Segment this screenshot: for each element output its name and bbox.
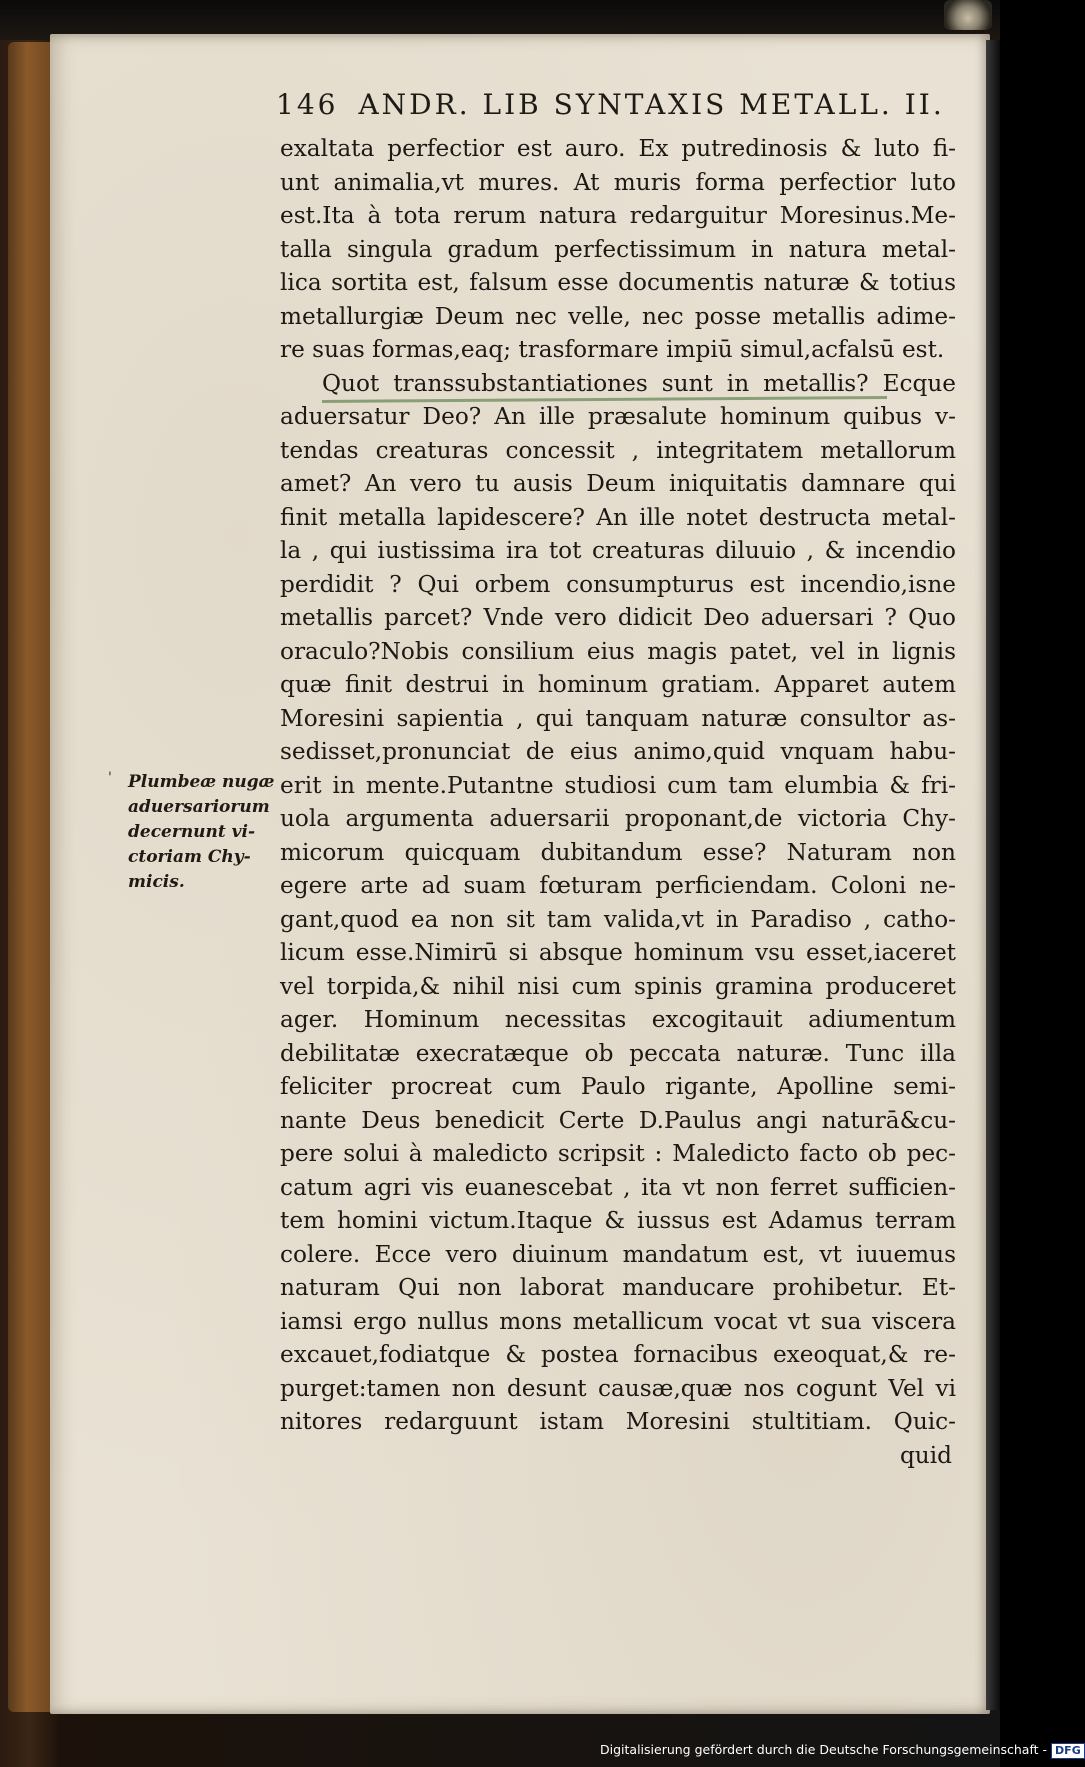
text-line: erit in mente.Putantne studiosi cum tam elumbia & fri- [280, 771, 956, 799]
marginal-note [128, 770, 276, 895]
text-line: nitores redarguunt istam Moresini stultitiam. Quic- [280, 1408, 956, 1435]
marginal-note-line: aduersariorum [128, 797, 270, 817]
text-line: Moresini sapientia , qui tanquam naturæ consultor as- [280, 704, 956, 732]
text-line: egere arte ad suam fœturam perficiendam. Coloni ne- [280, 872, 956, 899]
marginal-note-line: ctoriam Chy- [128, 847, 251, 867]
text-line: micorum quicquam dubitandum esse? Naturam non [280, 838, 956, 866]
marginal-note-line: micis. [128, 872, 185, 892]
text-line: quæ finit destrui in hominum gratiam. Apparet autem [280, 671, 956, 698]
text-line: la , qui iustissima ira tot creaturas diluuio , & incendio [280, 537, 956, 564]
text-line: lica sortita est, falsum esse documentis naturæ & totius [280, 269, 956, 296]
text-line: catum agri vis euanescebat , ita vt non ferret sufficien- [280, 1173, 956, 1201]
binding-ornament-icon [944, 0, 992, 30]
running-head [276, 88, 952, 128]
text-line: naturam Qui non laborat manducare prohibetur. Et- [280, 1274, 956, 1301]
gutter-shadow [986, 40, 1000, 1710]
text-line: talla singula gradum perfectissimum in natura metal- [280, 235, 956, 263]
body-text [280, 132, 956, 1472]
catchword: quid [899, 1441, 952, 1469]
text-line: tendas creaturas concessit , integritatem metallorum [280, 436, 956, 464]
text-line: est.Ita à tota rerum natura redarguitur Moresinus.Me- [280, 202, 956, 229]
text-line: unt animalia,vt mures. At muris forma perfectior luto [280, 168, 956, 196]
text-line: sedisset,pronunciat de eius animo,quid vnquam habu- [280, 738, 956, 765]
text-line: uola argumenta aduersarii proponant,de victoria Chy- [280, 805, 956, 832]
text-line: purget:tamen non desunt causæ,quæ nos cogunt Vel vi [280, 1374, 956, 1402]
text-line: ager. Hominum necessitas excogitauit adiumentum [280, 1006, 956, 1033]
running-title: ANDR. LIB SYNTAXIS METALL. II. [358, 88, 945, 121]
marginal-note-line: decernunt vi- [128, 822, 256, 842]
text-line: excauet,fodiatque & postea fornacibus exeoquat,& re- [280, 1341, 956, 1368]
marginal-note-line: Plumbeæ nugæ [128, 772, 275, 792]
text-line: nante Deus benedicit Certe D.Paulus angi naturā&cu- [280, 1106, 956, 1134]
text-line: debilitatæ execratæque ob peccata naturæ. Tunc illa [280, 1039, 956, 1067]
text-line: oraculo?Nobis consilium eius magis patet, vel in lignis [280, 637, 956, 665]
digitization-credit [600, 1742, 1081, 1764]
text-line: re suas formas,eaq; trasformare impiū simul,acfalsū est. [280, 336, 945, 363]
text-line: pere solui à maledicto scripsit : Maledicto facto ob pec- [280, 1140, 956, 1167]
text-line: gant,quod ea non sit tam valida,vt in Paradiso , catho- [280, 905, 956, 933]
text-line: iamsi ergo nullus mons metallicum vocat vt sua viscera [280, 1307, 956, 1335]
text-line: metallurgiæ Deum nec velle, nec posse metallis adime- [280, 302, 956, 330]
dfg-logo: DFG [1051, 1743, 1085, 1759]
text-line: finit metalla lapidescere? An ille notet destructa metal- [280, 503, 956, 531]
credit-text: Digitalisierung gefördert durch die Deutsche Forschungsgemeinschaft - [600, 1742, 1048, 1757]
text-line: colere. Ecce vero diuinum mandatum est, vt iuuemus [280, 1240, 956, 1268]
page-number: 146 [276, 88, 339, 121]
text-line: feliciter procreat cum Paulo rigante, Apolline semi- [280, 1073, 956, 1100]
text-line: exaltata perfectior est auro. Ex putredinosis & luto fi- [280, 135, 956, 162]
text-line: Quot transsubstantiationes sunt in metallis? Ecque [322, 369, 956, 397]
text-line: aduersatur Deo? An ille præsalute hominum quibus v- [280, 403, 956, 430]
text-line: perdidit ? Qui orbem consumpturus est incendio,isne [280, 570, 956, 598]
page-fore-edge [8, 42, 56, 1712]
marginal-note-marker: ' [108, 770, 112, 786]
text-line: licum esse.Nimirū si absque hominum vsu esset,iaceret [280, 939, 956, 966]
text-line: tem homini victum.Itaque & iussus est Adamus terram [280, 1207, 956, 1234]
text-line: vel torpida,& nihil nisi cum spinis gramina produceret [280, 972, 956, 1000]
text-line: metallis parcet? Vnde vero didicit Deo aduersari ? Quo [280, 604, 956, 631]
text-line: amet? An vero tu ausis Deum iniquitatis damnare qui [280, 470, 956, 497]
